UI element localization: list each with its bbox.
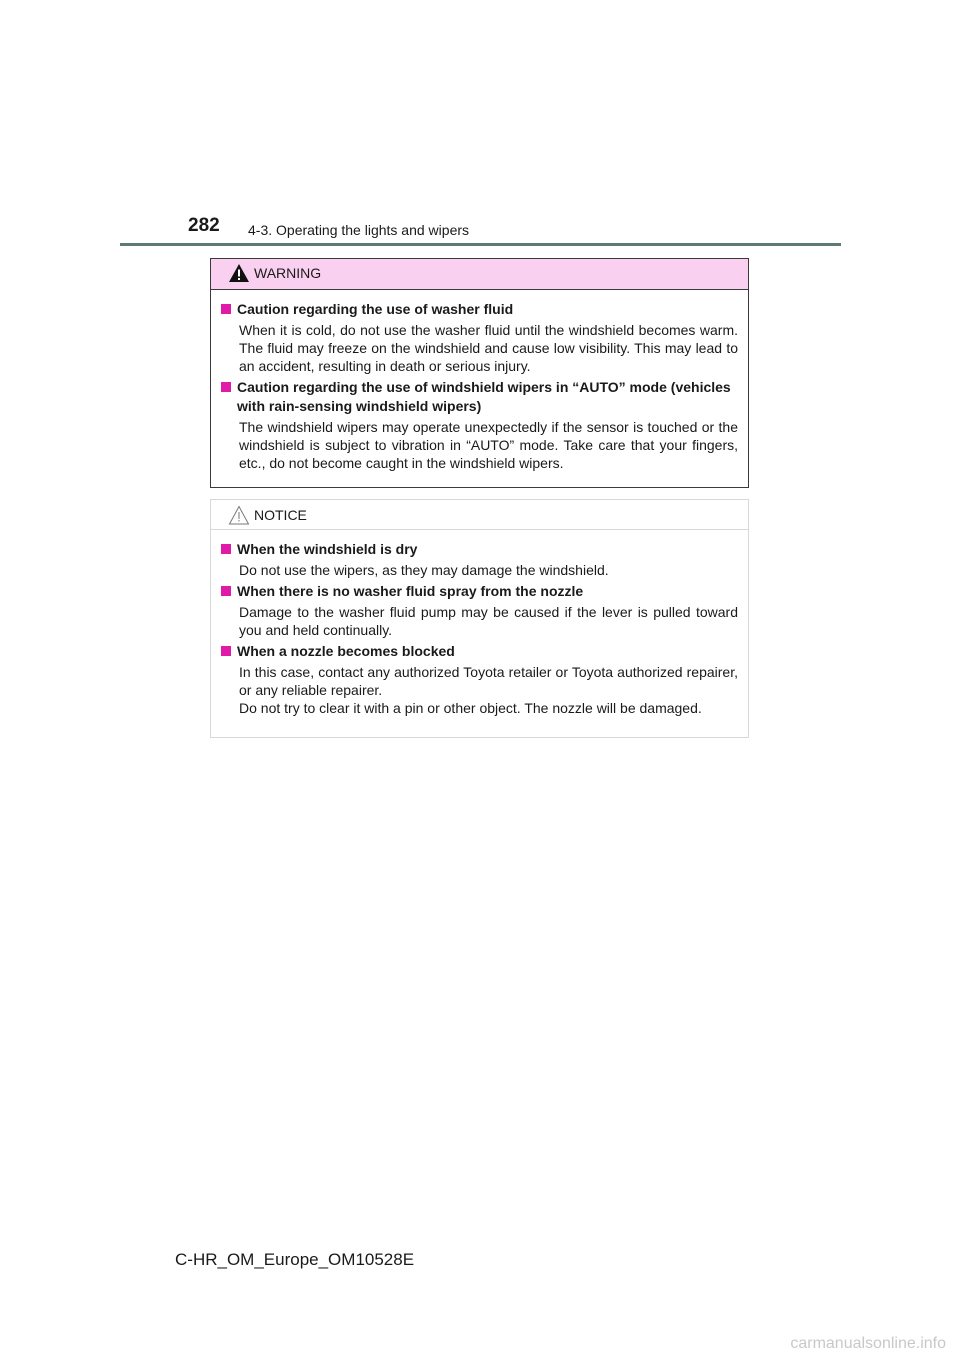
notice-box xyxy=(210,499,749,738)
header-rule xyxy=(120,243,841,246)
notice-label: NOTICE xyxy=(254,507,307,523)
watermark: carmanualsonline.info xyxy=(790,1335,946,1352)
document-id: C-HR_OM_Europe_OM10528E xyxy=(175,1250,415,1269)
item-text-2: Do not try to clear it with a pin or other object. The nozzle will be damaged. xyxy=(239,700,702,716)
notice-item xyxy=(219,540,738,579)
notice-content xyxy=(211,530,748,717)
item-text: Damage to the washer fluid pump may be caused if the lever is pulled toward you and held continually. xyxy=(239,604,738,638)
item-title: When a nozzle becomes blocked xyxy=(237,643,455,659)
page-number: 282 xyxy=(188,215,220,236)
notice-item xyxy=(219,642,738,717)
warning-triangle-icon xyxy=(228,263,250,283)
square-bullet-icon xyxy=(221,304,231,314)
square-bullet-icon xyxy=(221,382,231,392)
warning-box xyxy=(210,258,749,488)
section-title: 4-3. Operating the lights and wipers xyxy=(248,222,470,238)
item-title: When the windshield is dry xyxy=(237,541,418,557)
warning-label: WARNING xyxy=(254,265,322,281)
item-text: When it is cold, do not use the washer fluid until the windshield becomes warm. The fluid may freeze on the windshield and cause low visibility. This may lead to an accident, resulting in death or serious injury. xyxy=(239,322,738,374)
item-title: Caution regarding the use of washer fluid xyxy=(237,301,514,317)
notice-item xyxy=(219,582,738,639)
item-text: In this case, contact any authorized Toyota retailer or Toyota authorized repairer, or any reliable repairer. xyxy=(239,664,738,698)
notice-header xyxy=(211,500,748,530)
warning-header xyxy=(211,259,748,290)
notice-triangle-icon xyxy=(228,505,250,525)
warning-content xyxy=(211,290,748,472)
warning-item xyxy=(219,300,738,375)
item-title: Caution regarding the use of windshield wipers in “AUTO” mode (vehicles with rain-sensing windshield wipers) xyxy=(237,379,731,414)
item-title: When there is no washer fluid spray from the nozzle xyxy=(237,583,584,599)
square-bullet-icon xyxy=(221,586,231,596)
item-text: Do not use the wipers, as they may damage the windshield. xyxy=(239,562,609,578)
warning-item xyxy=(219,378,738,472)
square-bullet-icon xyxy=(221,646,231,656)
item-text: The windshield wipers may operate unexpectedly if the sensor is touched or the windshield is subject to vibration in “AUTO” mode. Take care that your fingers, etc., do not become caught in the windshield wipers. xyxy=(239,419,738,471)
square-bullet-icon xyxy=(221,544,231,554)
